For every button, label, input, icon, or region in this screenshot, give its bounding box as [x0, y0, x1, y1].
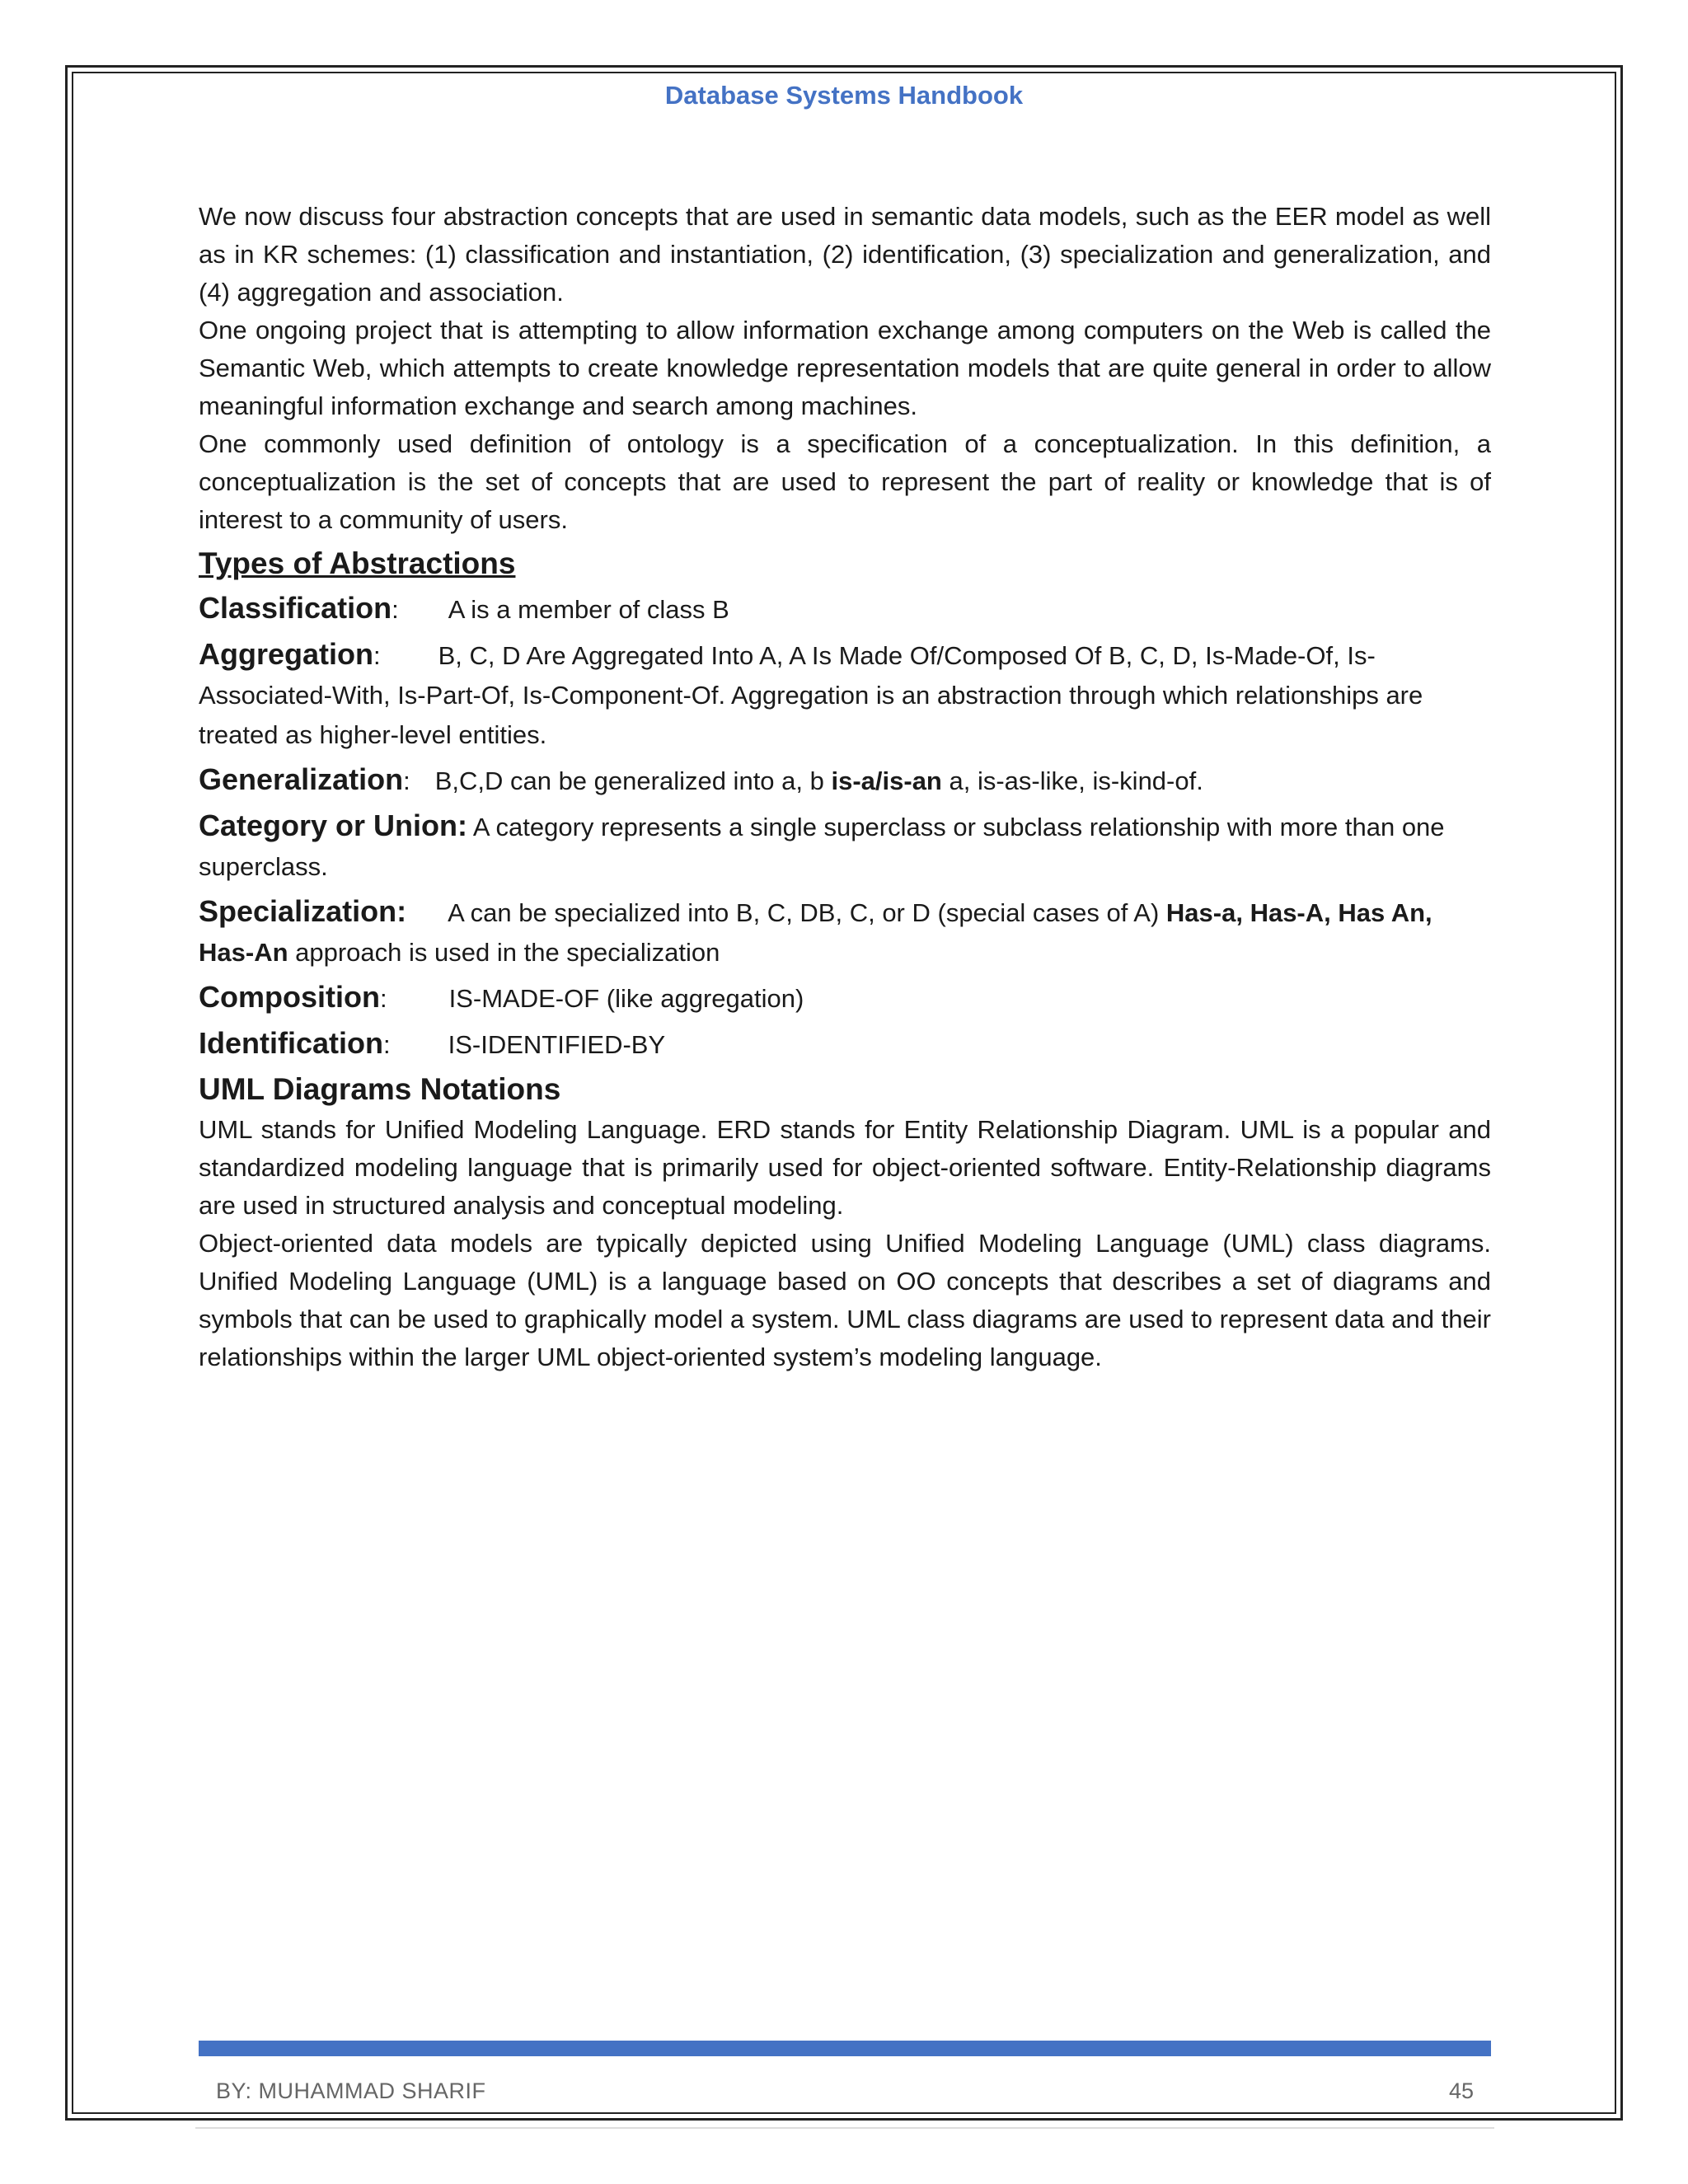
generalization-definition: [199, 760, 1491, 801]
category-text: A category represents a single superclass or subclass relationship with more than one superclass.: [199, 813, 1445, 881]
composition-colon: :: [379, 984, 387, 1013]
identification-colon: :: [383, 1030, 391, 1059]
generalization-bold: is-a/is-an: [831, 766, 942, 795]
category-term: Category or Union:: [199, 808, 468, 842]
uml-diagrams-heading: UML Diagrams Notations: [199, 1072, 561, 1106]
classification-definition: [199, 588, 1491, 630]
aggregation-definition: [199, 635, 1491, 755]
specialization-term: Specialization:: [199, 894, 407, 928]
classification-term: Classification: [199, 591, 392, 625]
generalization-term: Generalization: [199, 762, 404, 796]
specialization-definition: [199, 892, 1491, 972]
generalization-text-before: B,C,D can be generalized into a, b: [434, 766, 832, 795]
page-content: [199, 198, 1491, 1376]
identification-text: IS-IDENTIFIED-BY: [448, 1030, 666, 1059]
bottom-rule: [195, 2127, 1494, 2129]
footer-author: BY: MUHAMMAD SHARIF: [216, 2079, 486, 2103]
running-header: Database Systems Handbook: [664, 81, 1024, 110]
uml-paragraph-1: UML stands for Unified Modeling Language. ERD stands for Entity Relationship Diagram. UML is a popular and standardized modeling language that is primarily used for object-oriented software. Entity-Relationship diagrams are used in structured analysis and conceptual modeling.: [199, 1115, 1491, 1220]
generalization-text-after: a, is-as-like, is-kind-of.: [941, 766, 1203, 795]
specialization-text-before: A can be specialized into B, C, DB, C, or D (special cases of A): [448, 898, 1166, 927]
composition-term: Composition: [199, 980, 380, 1014]
aggregation-colon: :: [373, 641, 381, 670]
intro-paragraph-3: One commonly used definition of ontology is a specification of a conceptualization. In this definition, a conceptualization is the set of concepts that are used to represent the part of reality or knowledge that is of interest to a community of users.: [199, 429, 1491, 534]
category-definition: [199, 806, 1491, 887]
aggregation-text: B, C, D Are Aggregated Into A, A Is Made Of/Composed Of B, C, D, Is-Made-Of, Is-Associated-With, Is-Part-Of, Is-Component-Of. Aggregation is an abstraction through which relationships are treated as higher-level entities.: [199, 641, 1423, 749]
types-of-abstractions-heading: Types of Abstractions: [199, 546, 516, 580]
aggregation-term: Aggregation: [199, 637, 373, 671]
uml-paragraph-2: Object-oriented data models are typically depicted using Unified Modeling Language (UML) class diagrams. Unified Modeling Language (UML) is a language based on OO concepts that describes a set of diagrams and symbols that can be used to graphically model a system. UML class diagrams are used to represent data and their relationships within the larger UML object-oriented system’s modeling language.: [199, 1229, 1491, 1371]
classification-colon: :: [392, 595, 399, 624]
intro-paragraph-2: One ongoing project that is attempting to allow information exchange among computers on the Web is called the Semantic Web, which attempts to create knowledge representation models that are quite general in order to allow meaningful information exchange and search among machines.: [199, 316, 1491, 420]
specialization-bold: Has-a, Has-A, Has An, Has-An: [199, 898, 1432, 967]
classification-text: A is a member of class B: [448, 595, 729, 624]
identification-definition: [199, 1024, 1491, 1065]
footer-accent-bar: [199, 2041, 1491, 2056]
composition-text: IS-MADE-OF (like aggregation): [448, 984, 804, 1013]
composition-definition: [199, 977, 1491, 1019]
identification-term: Identification: [199, 1026, 383, 1060]
intro-paragraph-1: We now discuss four abstraction concepts that are used in semantic data models, such as the EER model as well as in KR schemes: (1) classification and instantiation, (2) identification, (3) specialization and generalization, and (4) aggregation and association.: [199, 202, 1491, 307]
generalization-colon: :: [403, 766, 410, 795]
specialization-text-after: approach is used in the specialization: [288, 938, 720, 967]
page-number: 45: [1448, 2079, 1474, 2103]
